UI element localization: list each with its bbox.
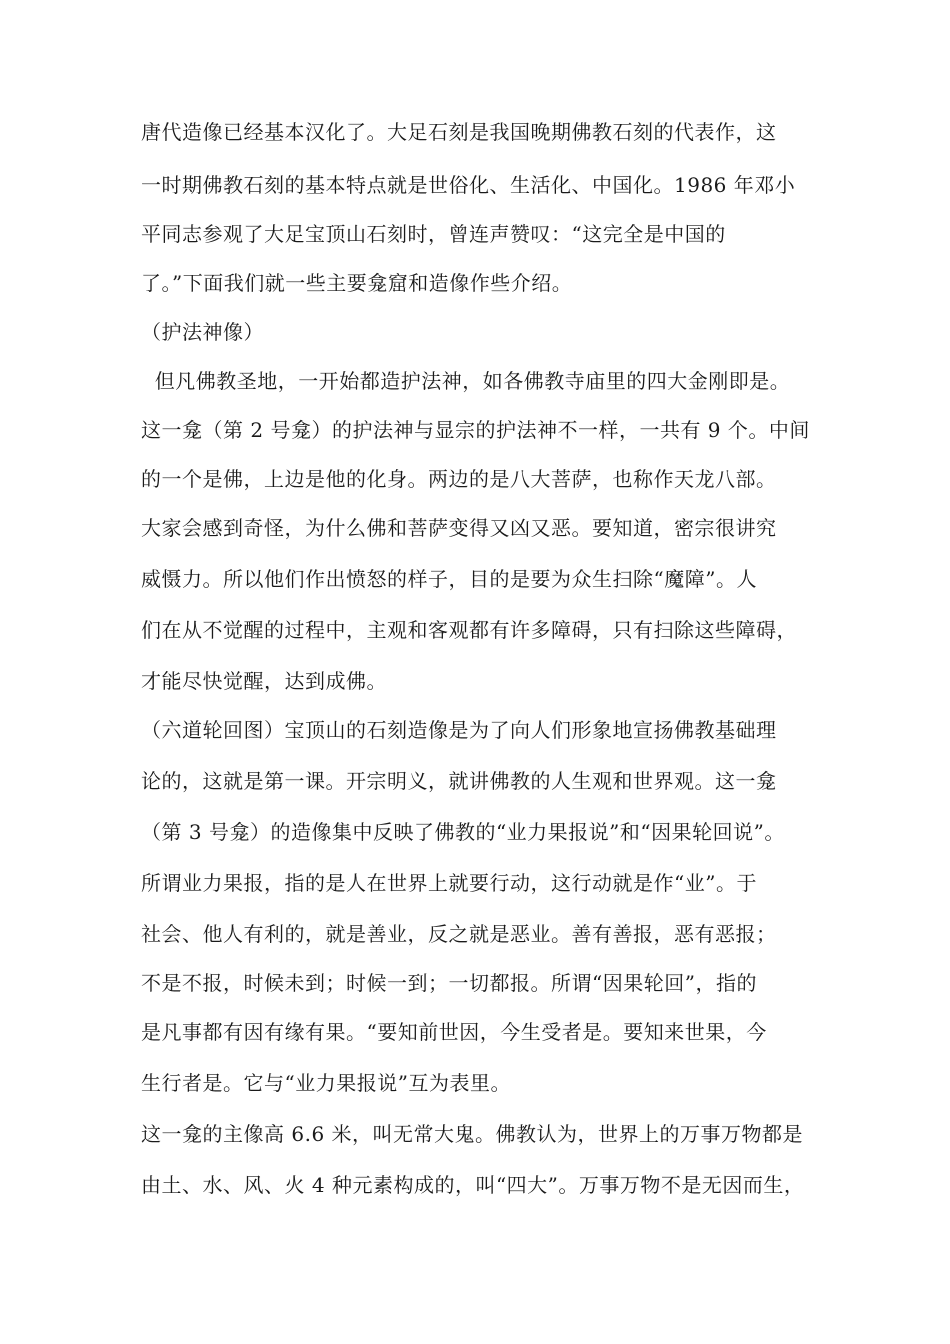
text-line: 平同志参观了大足宝顶山石刻时，曾连声赞叹：“这完全是中国的 bbox=[141, 222, 726, 246]
text-line: 论的，这就是第一课。开宗明义，就讲佛教的人生观和世界观。这一龛 bbox=[141, 769, 777, 793]
text-line: 一时期佛教石刻的基本特点就是世俗化、生活化、中国化。1986 年邓小 bbox=[141, 173, 796, 197]
text-line: 社会、他人有利的，就是善业，反之就是恶业。善有善报，恶有恶报； bbox=[141, 922, 777, 946]
text-line: 这一龛的主像高 6.6 米，叫无常大鬼。佛教认为，世界上的万事万物都是 bbox=[141, 1122, 804, 1146]
text-line: 但凡佛教圣地，一开始都造护法神，如各佛教寺庙里的四大金刚即是。 bbox=[141, 369, 791, 393]
text-line: 大家会感到奇怪，为什么佛和菩萨变得又凶又恶。要知道，密宗很讲究 bbox=[141, 516, 777, 540]
text-line: 威慑力。所以他们作出愤怒的样子，目的是要为众生扫除“魔障”。人 bbox=[141, 567, 757, 591]
text-line: （第 3 号龛）的造像集中反映了佛教的“业力果报说”和“因果轮回说”。 bbox=[141, 820, 785, 844]
text-line: 不是不报，时候未到；时候一到；一切都报。所谓“因果轮回”，指的 bbox=[141, 971, 757, 995]
text-line: 生行者是。它与“业力果报说”互为表里。 bbox=[141, 1071, 511, 1095]
section-heading: （护法神像） bbox=[141, 320, 264, 344]
text-line: 了。”下面我们就一些主要龛窟和造像作些介绍。 bbox=[141, 271, 573, 295]
text-line: 是凡事都有因有缘有果。“要知前世因，今生受者是。要知来世果，今 bbox=[141, 1020, 767, 1044]
text-line: 唐代造像已经基本汉化了。大足石刻是我国晚期佛教石刻的代表作，这 bbox=[141, 120, 777, 144]
text-line: 这一龛（第 2 号龛）的护法神与显宗的护法神不一样，一共有 9 个。中间 bbox=[141, 418, 810, 442]
text-line: 由土、水、风、火 4 种元素构成的，叫“四大”。万事万物不是无因而生， bbox=[141, 1173, 805, 1197]
text-line: 所谓业力果报，指的是人在世界上就要行动，这行动就是作“业”。于 bbox=[141, 871, 757, 895]
text-line: （六道轮回图）宝顶山的石刻造像是为了向人们形象地宣扬佛教基础理 bbox=[141, 718, 777, 742]
text-line: 们在从不觉醒的过程中，主观和客观都有许多障碍，只有扫除这些障碍， bbox=[141, 618, 797, 642]
text-line: 的一个是佛，上边是他的化身。两边的是八大菩萨，也称作天龙八部。 bbox=[141, 467, 777, 491]
text-line: 才能尽快觉醒，达到成佛。 bbox=[141, 669, 387, 693]
